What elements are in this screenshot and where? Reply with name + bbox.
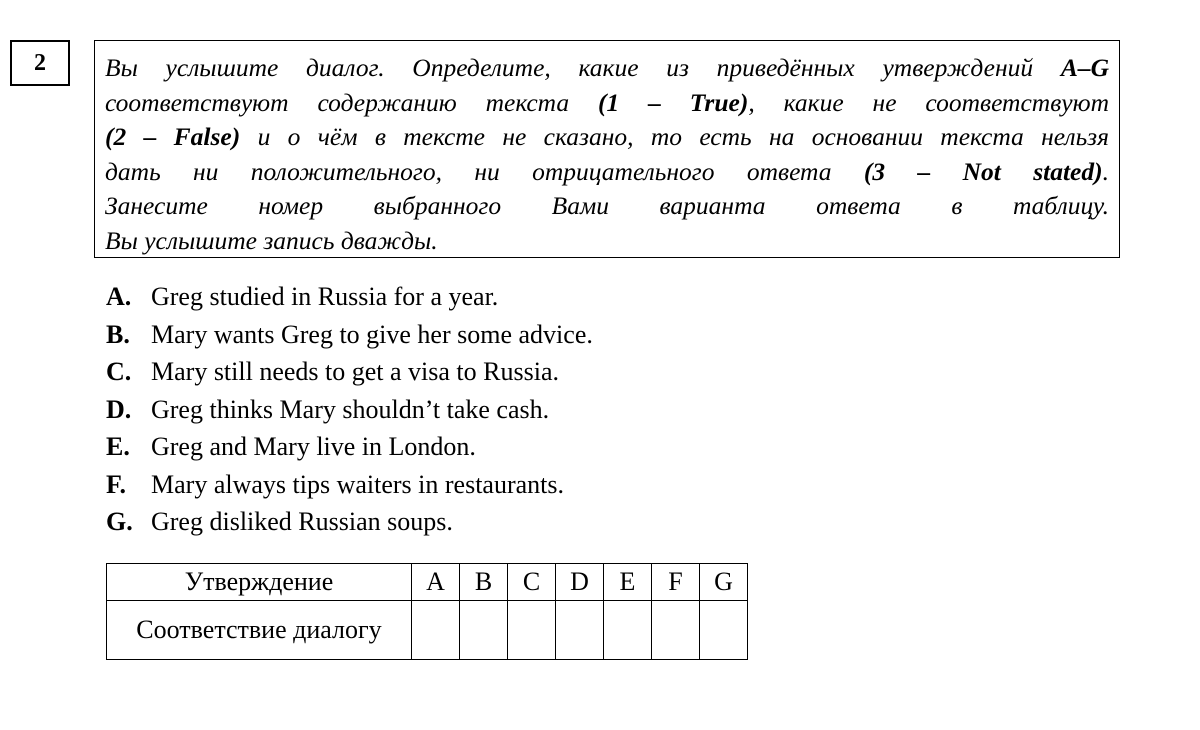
instruction-line (105, 120, 1109, 155)
instruction-text: дать ни положительного, ни отрицательного ответа (105, 156, 864, 186)
instruction-line (105, 189, 1109, 224)
answer-table-header-row (107, 564, 748, 601)
answer-table-answer-row (107, 601, 748, 660)
statement-letter: D. (106, 394, 132, 424)
instruction-emphasis: (2 – False) (105, 122, 241, 151)
statement-item (106, 316, 593, 354)
column-header-g: G (700, 564, 748, 601)
instruction-emphasis: (1 – True) (598, 87, 749, 117)
statement-letter: F. (106, 469, 126, 499)
instruction-line (105, 51, 1109, 86)
instruction-box (94, 40, 1120, 258)
instruction-line (105, 86, 1109, 121)
statement-text: Greg and Mary live in London. (151, 432, 476, 461)
statement-text: Greg studied in Russia for a year. (151, 282, 499, 311)
answer-table (106, 563, 748, 660)
instruction-text: , какие не соответствуют (748, 87, 1109, 117)
statement-item (106, 466, 593, 504)
statement-text: Mary always tips waiters in restaurants. (151, 469, 565, 499)
instruction-text: Вы услышите запись дважды. (105, 225, 438, 255)
statement-text: Greg disliked Russian soups. (151, 507, 453, 536)
instruction-text: . (1102, 156, 1109, 186)
statement-item (106, 278, 593, 316)
statement-letter: A. (106, 282, 132, 311)
instruction-emphasis: (3 – Not stated) (863, 156, 1103, 186)
column-header-d: D (556, 564, 604, 601)
answer-cell-e[interactable] (604, 601, 652, 660)
statement-item (106, 391, 593, 429)
row-label-cell: Соответствие диалогу (107, 601, 412, 660)
answer-cell-g[interactable] (700, 601, 748, 660)
statement-letter: C. (106, 357, 132, 386)
column-header-b: B (460, 564, 508, 601)
statement-text: Mary still needs to get a visa to Russia. (151, 357, 560, 386)
statements-list (106, 278, 593, 541)
answer-cell-a[interactable] (412, 601, 460, 660)
column-header-f: F (652, 564, 700, 601)
answer-cell-f[interactable] (652, 601, 700, 660)
statement-item (106, 428, 593, 466)
instruction-text: Вы услышите диалог. Определите, какие из приведённых утверждений (105, 53, 1061, 82)
instruction-line (105, 224, 1109, 259)
statement-letter: G. (106, 507, 133, 536)
column-header-a: A (412, 564, 460, 601)
instruction-line (105, 155, 1109, 190)
statement-item (106, 353, 593, 391)
statement-letter: E. (106, 432, 130, 461)
task-number: 2 (10, 40, 70, 86)
answer-cell-b[interactable] (460, 601, 508, 660)
column-header-e: E (604, 564, 652, 601)
column-header-c: C (508, 564, 556, 601)
instruction-emphasis: A–G (1060, 53, 1109, 82)
statement-letter: B. (106, 319, 130, 349)
instruction-text: и о чём в тексте не сказано, то есть на основании текста нельзя (240, 122, 1109, 151)
statement-item (106, 503, 593, 541)
answer-cell-c[interactable] (508, 601, 556, 660)
statement-text: Greg thinks Mary shouldn’t take cash. (151, 394, 550, 424)
header-label-cell: Утверждение (107, 564, 412, 601)
instruction-text: соответствуют содержанию текста (105, 87, 599, 117)
instruction-text: Занесите номер выбранного Вами варианта ответа в таблицу. (105, 191, 1109, 220)
statement-text: Mary wants Greg to give her some advice. (151, 319, 593, 349)
answer-cell-d[interactable] (556, 601, 604, 660)
